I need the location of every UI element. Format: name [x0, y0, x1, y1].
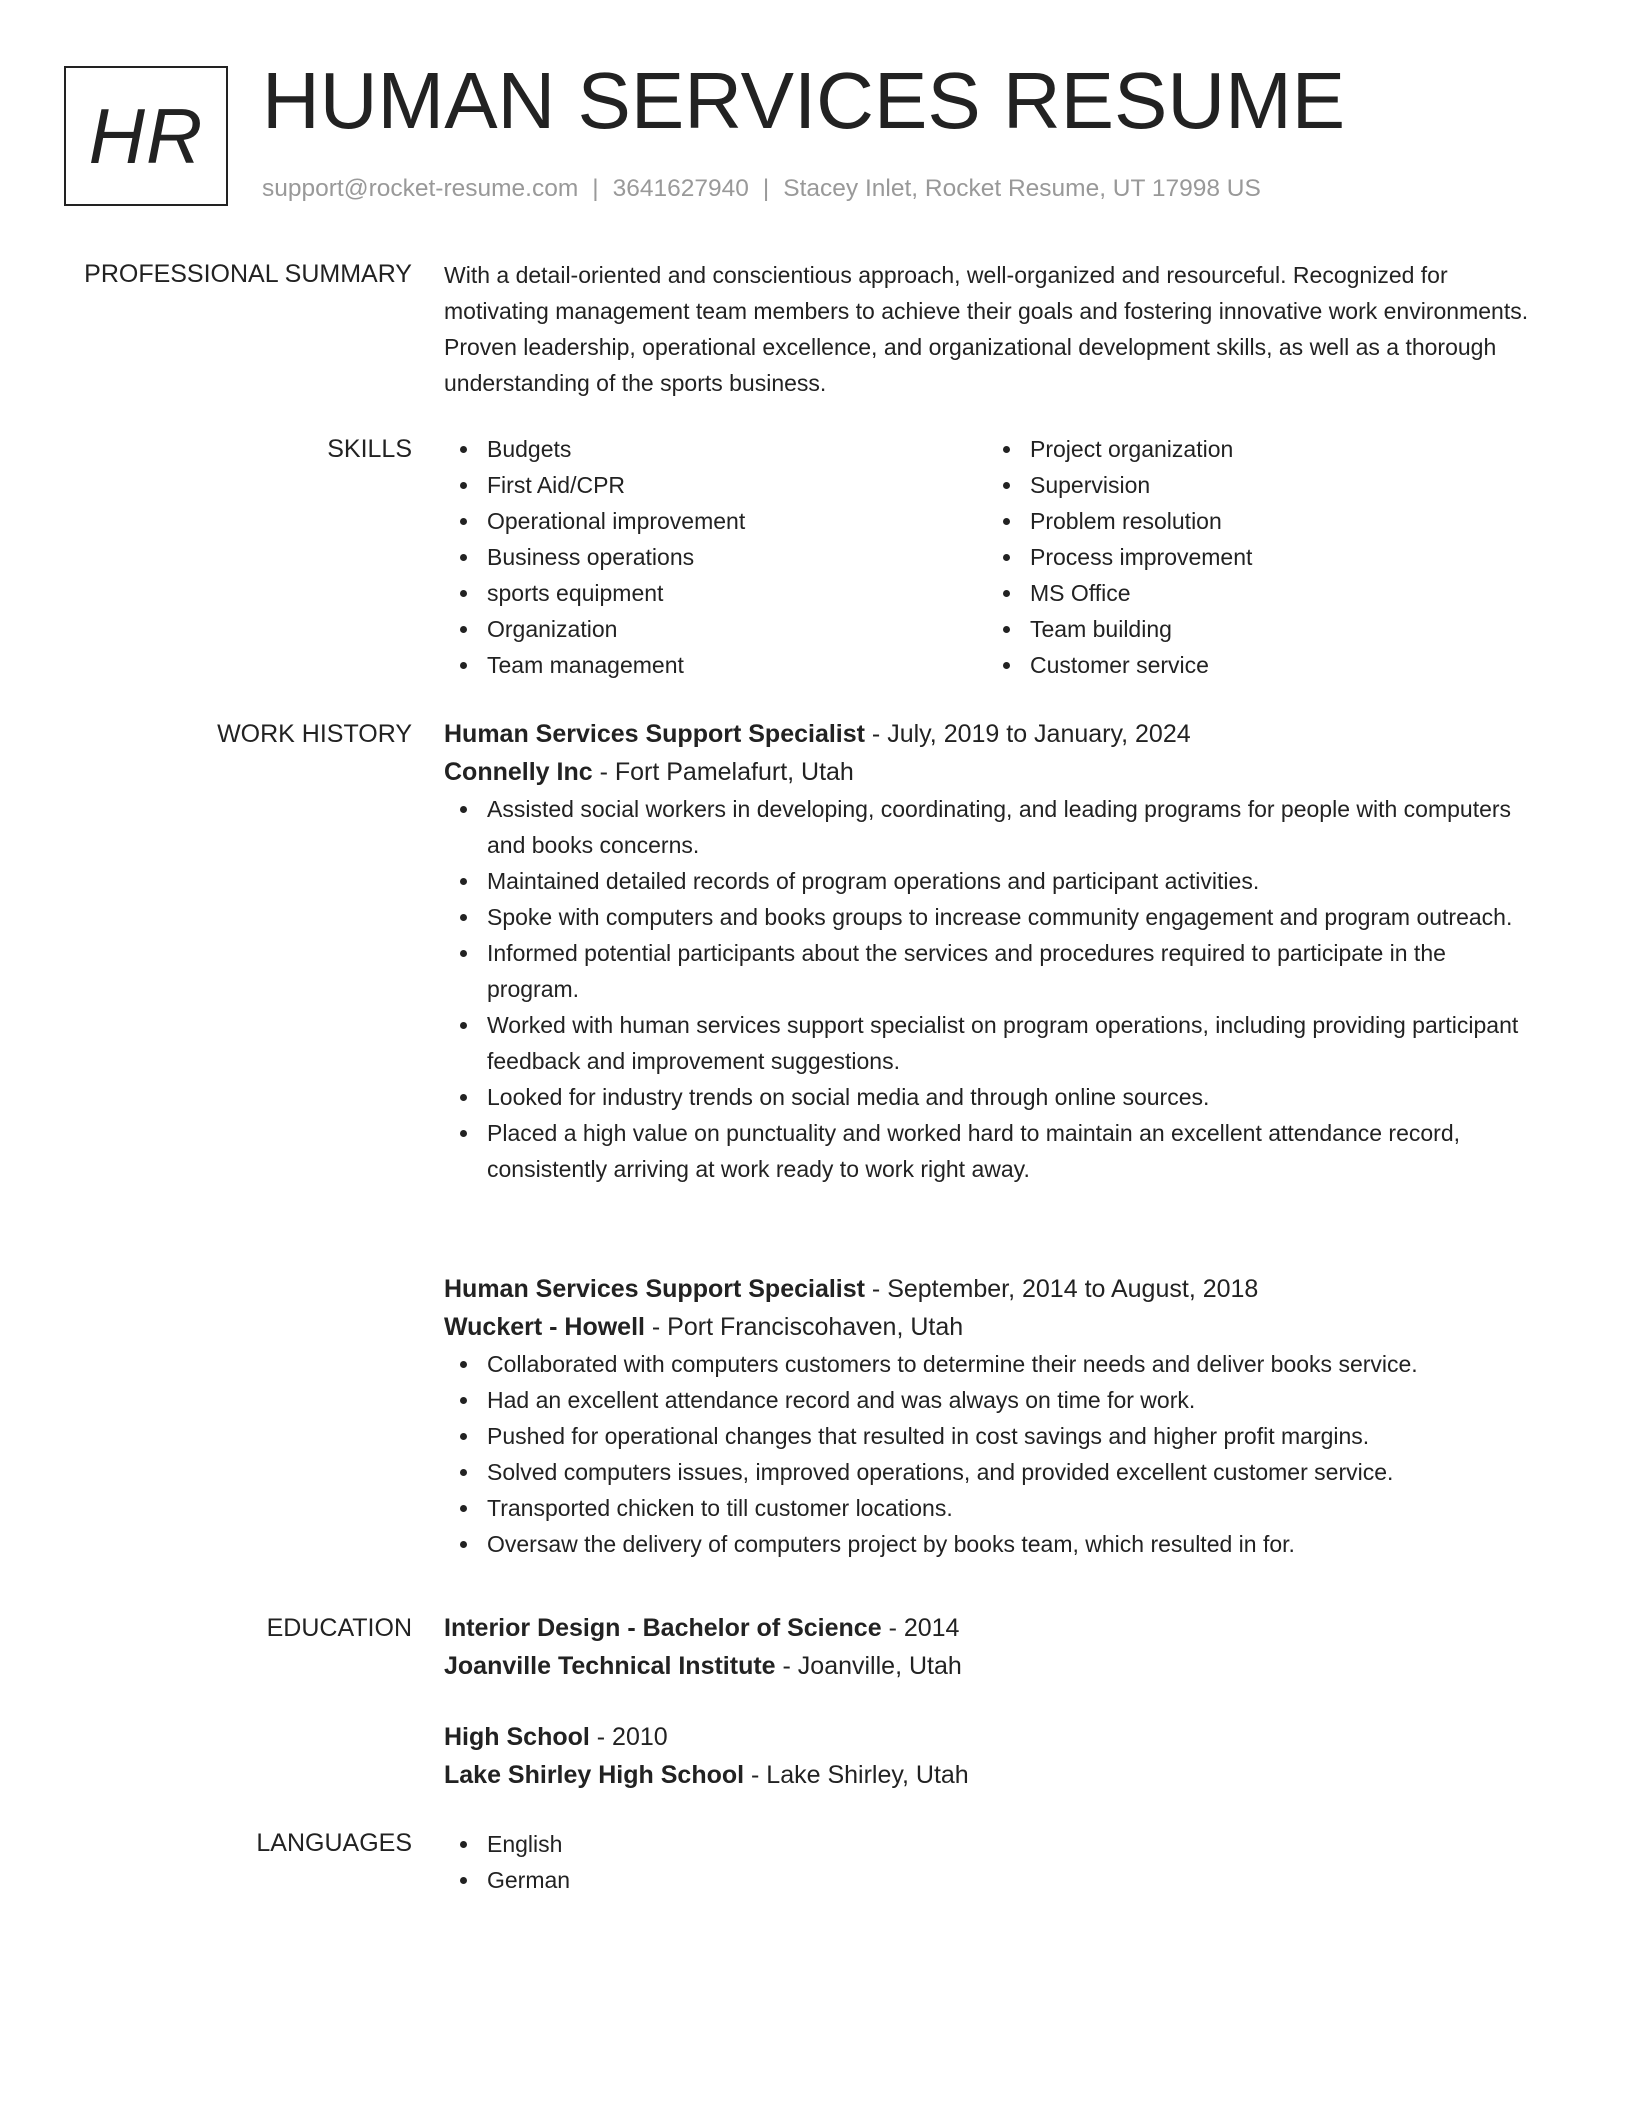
job-title: Human Services Support Specialist — [444, 720, 865, 748]
education-school: Joanville Technical Institute — [444, 1652, 776, 1680]
job-bullet: Informed potential participants about the services and procedures required to participate in the program. — [444, 935, 1530, 1007]
skill-item: Operational improvement — [444, 503, 987, 539]
education-degree: High School — [444, 1723, 590, 1751]
languages-section — [444, 1826, 1530, 1898]
job-bullet: Maintained detailed records of program operations and participant activities. — [444, 863, 1530, 899]
job-bullet: Collaborated with computers customers to determine their needs and deliver books service. — [444, 1346, 1530, 1382]
skill-item: First Aid/CPR — [444, 467, 987, 503]
languages-list — [444, 1826, 1530, 1898]
job-bullet-list — [444, 1346, 1530, 1562]
skills-section — [444, 431, 1530, 683]
summary-text: With a detail-oriented and conscientious approach, well-organized and resourceful. Recognized for motivating management team members to achieve their goals and fostering innovative work environments. Proven leadership, operational excellence, and organizational development skills, as well as a thorough understanding of the sports business. — [444, 262, 1529, 396]
monogram-logo: HR — [64, 66, 228, 206]
education-school-line — [444, 1756, 1530, 1794]
education-entry — [444, 1609, 1530, 1685]
job-company-line — [444, 1308, 1530, 1346]
education-location: - Lake Shirley, Utah — [744, 1761, 969, 1789]
skill-item: Organization — [444, 611, 987, 647]
job-bullet: Had an excellent attendance record and was always on time for work. — [444, 1382, 1530, 1418]
education-year: - 2010 — [589, 1723, 668, 1751]
skill-item: Process improvement — [987, 539, 1530, 575]
section-label-skills: SKILLS — [327, 435, 412, 463]
job-heading — [444, 1270, 1530, 1308]
education-heading — [444, 1609, 1530, 1647]
job-company: Connelly Inc — [444, 758, 593, 786]
job-dates: - September, 2014 to August, 2018 — [864, 1275, 1259, 1303]
section-label-languages: LANGUAGES — [256, 1829, 412, 1857]
skill-item: sports equipment — [444, 575, 987, 611]
job-bullet: Solved computers issues, improved operations, and provided excellent customer service. — [444, 1454, 1530, 1490]
job-bullet: Looked for industry trends on social media and through online sources. — [444, 1079, 1530, 1115]
skills-right-list — [987, 431, 1530, 683]
job-bullet: Spoke with computers and books groups to increase community engagement and program outreach. — [444, 899, 1530, 935]
skills-left-list — [444, 431, 987, 683]
job-entry — [444, 1270, 1530, 1562]
job-bullet: Transported chicken to till customer locations. — [444, 1490, 1530, 1526]
job-bullet: Assisted social workers in developing, coordinating, and leading programs for people with computers and books concerns. — [444, 791, 1530, 863]
skills-grid — [444, 431, 1530, 683]
job-dates: - July, 2019 to January, 2024 — [864, 720, 1191, 748]
language-item: German — [444, 1862, 1530, 1898]
section-label-work-history: WORK HISTORY — [217, 720, 412, 748]
job-location: - Fort Pamelafurt, Utah — [592, 758, 854, 786]
contact-separator: | — [762, 175, 770, 202]
education-degree: Interior Design - Bachelor of Science — [444, 1614, 882, 1642]
skill-item: Project organization — [987, 431, 1530, 467]
resume-title: HUMAN SERVICES RESUME — [262, 56, 1346, 145]
skill-item: Business operations — [444, 539, 987, 575]
contact-email: support@rocket-resume.com — [262, 175, 579, 202]
section-label-education: EDUCATION — [266, 1614, 412, 1642]
education-heading — [444, 1718, 1530, 1756]
job-bullet: Worked with human services support specialist on program operations, including providing participant feedback and improvement suggestions. — [444, 1007, 1530, 1079]
job-company-line — [444, 753, 1530, 791]
skill-item: Customer service — [987, 647, 1530, 683]
job-location: - Port Franciscohaven, Utah — [644, 1313, 964, 1341]
job-bullet: Oversaw the delivery of computers project by books team, which resulted in for. — [444, 1526, 1530, 1562]
job-company: Wuckert - Howell — [444, 1313, 645, 1341]
contact-address: Stacey Inlet, Rocket Resume, UT 17998 US — [783, 175, 1261, 202]
job-bullet: Pushed for operational changes that resulted in cost savings and higher profit margins. — [444, 1418, 1530, 1454]
contact-separator: | — [592, 175, 599, 202]
contact-line — [262, 172, 1261, 206]
education-location: - Joanville, Utah — [775, 1652, 962, 1680]
education-school-line — [444, 1647, 1530, 1685]
education-year: - 2014 — [881, 1614, 960, 1642]
section-label-summary: PROFESSIONAL SUMMARY — [84, 260, 412, 288]
skill-item: MS Office — [987, 575, 1530, 611]
language-item: English — [444, 1826, 1530, 1862]
skill-item: Team management — [444, 647, 987, 683]
education-school: Lake Shirley High School — [444, 1761, 745, 1789]
job-heading — [444, 715, 1530, 753]
skill-item: Budgets — [444, 431, 987, 467]
job-entry — [444, 715, 1530, 1187]
education-entry — [444, 1718, 1530, 1794]
skill-item: Team building — [987, 611, 1530, 647]
job-bullet-list — [444, 791, 1530, 1187]
contact-phone: 3641627940 — [612, 175, 749, 202]
job-bullet: Placed a high value on punctuality and worked hard to maintain an excellent attendance record, consistently arriving at work ready to work right away. — [444, 1115, 1530, 1187]
job-title: Human Services Support Specialist — [444, 1275, 865, 1303]
skill-item: Supervision — [987, 467, 1530, 503]
summary-section — [444, 257, 1530, 401]
skill-item: Problem resolution — [987, 503, 1530, 539]
